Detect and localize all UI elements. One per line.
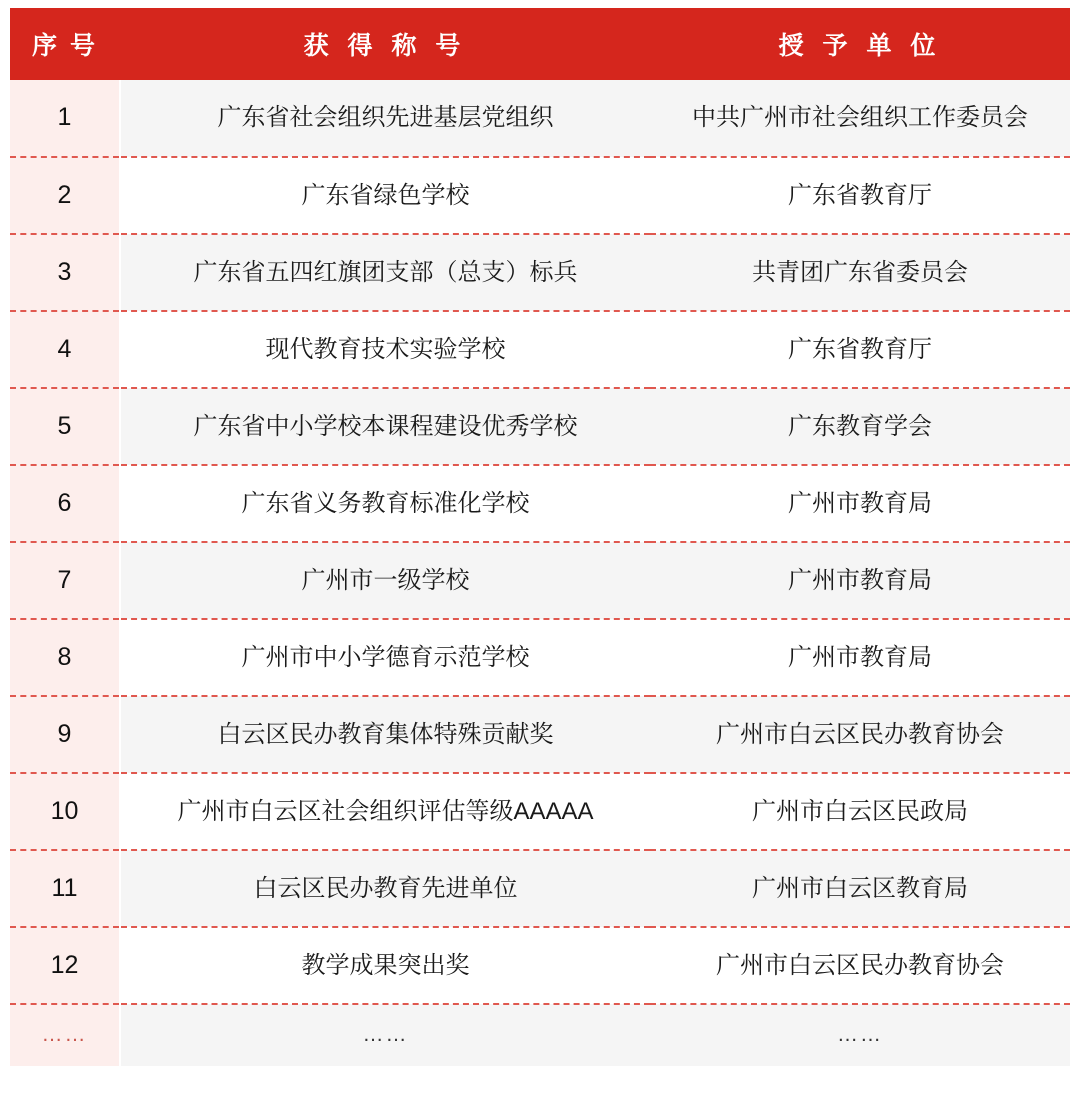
cell-title: 广州市一级学校 <box>120 542 650 619</box>
cell-org: 广州市白云区民政局 <box>650 773 1070 850</box>
cell-title: 广州市中小学德育示范学校 <box>120 619 650 696</box>
cell-org: …… <box>650 1004 1070 1066</box>
table-row <box>10 542 1070 619</box>
cell-index: 6 <box>10 465 120 542</box>
cell-org: 广州市教育局 <box>650 619 1070 696</box>
table-row <box>10 234 1070 311</box>
cell-index: 7 <box>10 542 120 619</box>
cell-index: 1 <box>10 80 120 157</box>
cell-title: 广东省义务教育标准化学校 <box>120 465 650 542</box>
cell-org: 广东省教育厅 <box>650 311 1070 388</box>
cell-title: 广东省五四红旗团支部（总支）标兵 <box>120 234 650 311</box>
table-row-ellipsis <box>10 1004 1070 1066</box>
cell-index: 12 <box>10 927 120 1004</box>
table-row <box>10 311 1070 388</box>
cell-org: 广州市白云区民办教育协会 <box>650 927 1070 1004</box>
cell-title: 广东省社会组织先进基层党组织 <box>120 80 650 157</box>
table-row <box>10 465 1070 542</box>
column-header-index: 序 号 <box>10 8 120 80</box>
table-header <box>10 8 1070 80</box>
column-header-org: 授 予 单 位 <box>650 8 1070 80</box>
table-row <box>10 927 1070 1004</box>
cell-index: 10 <box>10 773 120 850</box>
cell-index: 4 <box>10 311 120 388</box>
table-row <box>10 696 1070 773</box>
cell-title: …… <box>120 1004 650 1066</box>
table-row <box>10 157 1070 234</box>
table-row <box>10 773 1070 850</box>
awards-table <box>10 8 1070 1066</box>
cell-index: 2 <box>10 157 120 234</box>
cell-org: 中共广州市社会组织工作委员会 <box>650 80 1070 157</box>
cell-title: 白云区民办教育集体特殊贡献奖 <box>120 696 650 773</box>
cell-title: 广州市白云区社会组织评估等级AAAAA <box>120 773 650 850</box>
cell-index: 8 <box>10 619 120 696</box>
table-row <box>10 80 1070 157</box>
cell-org: 共青团广东省委员会 <box>650 234 1070 311</box>
cell-org: 广州市教育局 <box>650 542 1070 619</box>
cell-index: 5 <box>10 388 120 465</box>
cell-org: 广州市白云区教育局 <box>650 850 1070 927</box>
cell-org: 广东省教育厅 <box>650 157 1070 234</box>
table-row <box>10 388 1070 465</box>
cell-index: 3 <box>10 234 120 311</box>
table-header-row <box>10 8 1070 80</box>
table-body <box>10 80 1070 1066</box>
cell-title: 教学成果突出奖 <box>120 927 650 1004</box>
cell-title: 广东省绿色学校 <box>120 157 650 234</box>
cell-index: …… <box>10 1004 120 1066</box>
cell-org: 广州市教育局 <box>650 465 1070 542</box>
cell-title: 白云区民办教育先进单位 <box>120 850 650 927</box>
cell-org: 广东教育学会 <box>650 388 1070 465</box>
table-row <box>10 850 1070 927</box>
cell-org: 广州市白云区民办教育协会 <box>650 696 1070 773</box>
cell-index: 9 <box>10 696 120 773</box>
cell-index: 11 <box>10 850 120 927</box>
cell-title: 广东省中小学校本课程建设优秀学校 <box>120 388 650 465</box>
table-row <box>10 619 1070 696</box>
cell-title: 现代教育技术实验学校 <box>120 311 650 388</box>
column-header-title: 获 得 称 号 <box>120 8 650 80</box>
